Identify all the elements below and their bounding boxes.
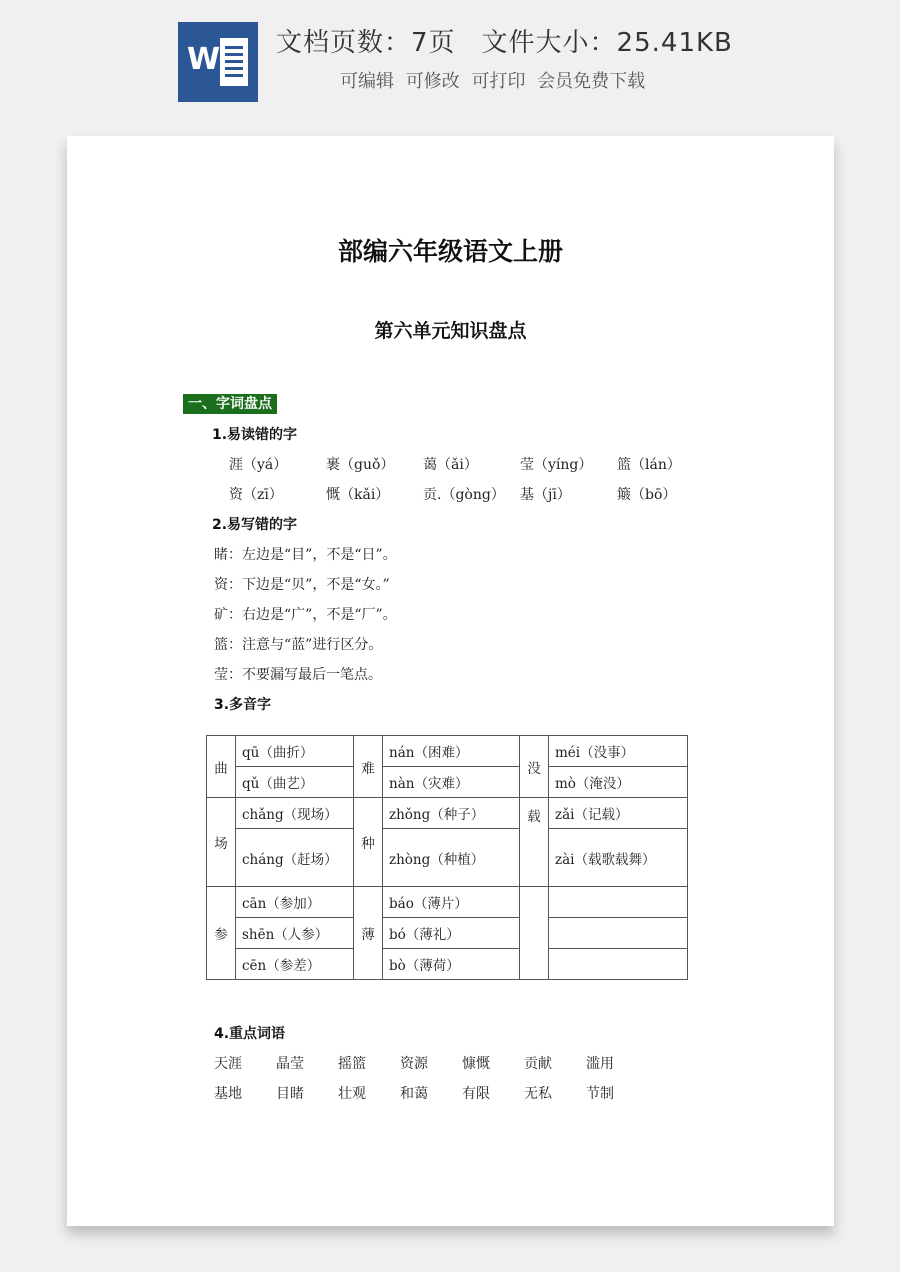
- table-row: [207, 767, 688, 798]
- file-size: 文件大小：25.41KB: [481, 28, 733, 58]
- table-cell: zài（载歌载舞）: [549, 829, 688, 887]
- page-count: 文档页数：7页: [276, 28, 456, 58]
- table-cell: 难: [354, 736, 383, 798]
- read-item: 贡.（gòng）: [423, 487, 505, 503]
- read-item: 涯（yá）: [229, 457, 288, 473]
- table-cell: chǎng（现场）: [236, 798, 354, 829]
- doc-subtitle: 第六单元知识盘点: [374, 320, 527, 342]
- table-cell: qū（曲折）: [236, 736, 354, 767]
- table-cell: nán（困难）: [383, 736, 520, 767]
- write-line: 矿：右边是“广”，不是“厂”。: [214, 607, 397, 623]
- word-item: 慷慨: [462, 1056, 490, 1072]
- table-cell: 薄: [354, 887, 383, 980]
- read-item: 蔼（ǎi）: [423, 457, 478, 473]
- table-cell-empty: [520, 887, 549, 980]
- read-item: 簸（bō）: [617, 487, 677, 503]
- read-item: 裹（guǒ）: [326, 457, 395, 473]
- table-cell: 参: [207, 887, 236, 980]
- polyphone-table: [206, 735, 688, 980]
- word-item: 目睹: [276, 1086, 304, 1102]
- read-item: 基（jī）: [520, 487, 571, 503]
- table-cell: bò（薄荷）: [383, 949, 520, 980]
- word-item: 基地: [214, 1086, 242, 1102]
- table-row: [207, 829, 688, 887]
- table-row: [207, 798, 688, 829]
- table-cell-empty: [549, 918, 688, 949]
- word-item: 有限: [462, 1086, 490, 1102]
- table-cell: zhòng（种植）: [383, 829, 520, 887]
- table-cell: mò（淹没）: [549, 767, 688, 798]
- read-item: 资（zī）: [229, 487, 283, 503]
- word-item: 天涯: [214, 1056, 242, 1072]
- table-cell: nàn（灾难）: [383, 767, 520, 798]
- word-logo-letter: W: [187, 42, 221, 77]
- word-item: 晶莹: [276, 1056, 304, 1072]
- table-cell: 载: [520, 798, 549, 887]
- word-item: 壮观: [338, 1086, 366, 1102]
- write-line: 莹：不要漏写最后一笔点。: [214, 667, 382, 683]
- word-icon: [178, 22, 258, 102]
- read-row-2: [229, 484, 714, 504]
- word-item: 贡献: [524, 1056, 552, 1072]
- document-page: [67, 136, 834, 1226]
- word-item: 节制: [586, 1086, 614, 1102]
- table-cell: méi（没事）: [549, 736, 688, 767]
- word-item: 无私: [524, 1086, 552, 1102]
- doc-title: 部编六年级语文上册: [337, 237, 563, 266]
- word-item: 摇篮: [338, 1056, 366, 1072]
- read-item: 篮（lán）: [617, 457, 681, 473]
- section-heading: 一、字词盘点: [183, 394, 277, 414]
- table-cell: bó（薄礼）: [383, 918, 520, 949]
- table-cell-empty: [549, 949, 688, 980]
- table-cell: zǎi（记载）: [549, 798, 688, 829]
- subheading-3: 3.多音字: [214, 697, 272, 713]
- table-cell: 曲: [207, 736, 236, 798]
- table-cell: cháng（赶场）: [236, 829, 354, 887]
- table-cell: cēn（参差）: [236, 949, 354, 980]
- table-cell: shēn（人参）: [236, 918, 354, 949]
- table-cell: 没: [520, 736, 549, 798]
- table-row: [207, 949, 688, 980]
- subheading-2: 2.易写错的字: [212, 517, 298, 533]
- read-item: 莹（yíng）: [520, 457, 593, 473]
- write-line: 睹：左边是“目”，不是“日”。: [214, 547, 397, 563]
- table-cell: 种: [354, 798, 383, 887]
- words-row-1: [214, 1053, 648, 1073]
- table-cell: qǔ（曲艺）: [236, 767, 354, 798]
- read-item: 慨（kǎi）: [326, 487, 390, 503]
- word-item: 和蔼: [400, 1086, 428, 1102]
- table-cell: báo（薄片）: [383, 887, 520, 918]
- read-row-1: [229, 454, 714, 474]
- table-cell-empty: [549, 887, 688, 918]
- table-cell: 场: [207, 798, 236, 887]
- word-doc-shape: [220, 38, 248, 86]
- write-line: 篮：注意与“蓝”进行区分。: [214, 637, 383, 653]
- table-cell: cān（参加）: [236, 887, 354, 918]
- table-cell: zhǒng（种子）: [383, 798, 520, 829]
- file-info: [276, 22, 733, 59]
- page-header: [0, 0, 900, 120]
- feature-list: 可编辑 可修改 可打印 会员免费下载: [340, 71, 646, 92]
- word-item: 滥用: [586, 1056, 614, 1072]
- table-row: [207, 736, 688, 767]
- table-row: [207, 918, 688, 949]
- word-item: 资源: [400, 1056, 428, 1072]
- words-row-2: [214, 1083, 648, 1103]
- subheading-4: 4.重点词语: [214, 1026, 286, 1042]
- write-line: 资：下边是“贝”，不是“女。”: [214, 577, 390, 593]
- subheading-1: 1.易读错的字: [212, 427, 298, 443]
- table-row: [207, 887, 688, 918]
